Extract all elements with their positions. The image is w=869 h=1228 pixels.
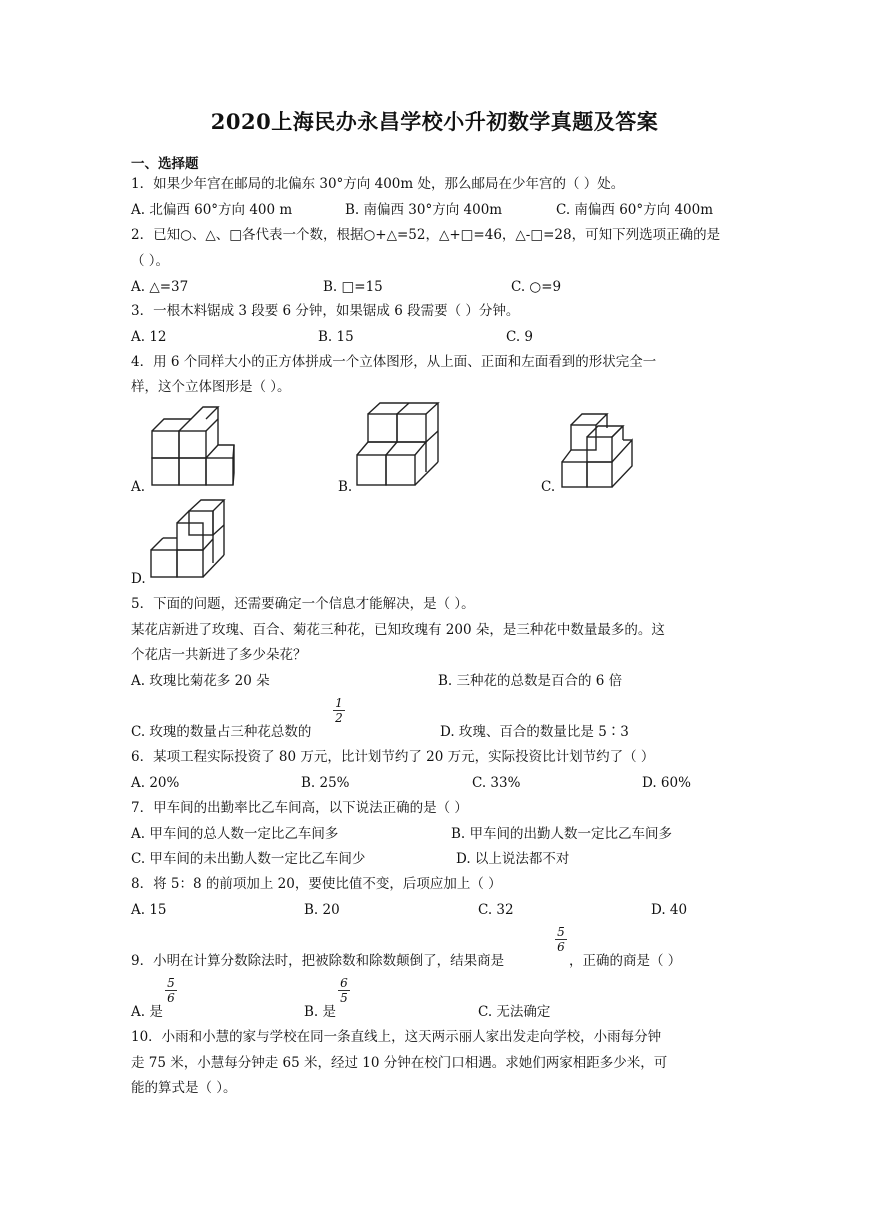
question-2-stem-cont: （ ）。	[131, 253, 170, 269]
question-7-stem: 7．甲车间的出勤率比乙车间高，以下说法正确的是（ ）	[131, 800, 468, 816]
question-2-option-b: B. □=15	[323, 279, 383, 295]
fraction-option-a	[165, 977, 177, 1004]
question-3-stem: 3．一根木料锯成 3 段要 6 分钟，如果锯成 6 段需要（ ）分钟。	[131, 303, 520, 319]
question-1-option-b: B. 南偏西 30°方向 400m	[345, 202, 503, 218]
question-10-stem-cont-2: 能的算式是（ ）。	[131, 1080, 237, 1096]
question-2-stem: 2．已知○、△、□各代表一个数，根据○+△=52，△+□=46，△-□=28，可知下列选项正确的是	[131, 227, 721, 243]
question-5-option-b: B. 三种花的总数是百合的 6 倍	[438, 673, 623, 689]
fraction-denominator: 6	[557, 940, 565, 954]
question-1-option-c: C. 南偏西 60°方向 400m	[556, 202, 714, 218]
question-9-option-b: B. 是	[304, 1004, 337, 1020]
fraction-one-half	[333, 697, 345, 724]
question-5-stem-cont: 某花店新进了玫瑰、百合、菊花三种花，已知玫瑰有 200 朵，是三种花中数量最多的。这	[131, 622, 665, 638]
question-4-option-d: D.	[131, 571, 146, 587]
question-3-option-a: A. 12	[131, 329, 167, 345]
fraction-denominator: 6	[167, 991, 175, 1005]
fraction-numerator: 5	[557, 925, 565, 939]
page-title: 2020上海民办永昌学校小升初数学真题及答案	[210, 109, 659, 134]
fraction-denominator: 2	[335, 711, 343, 725]
question-5-stem-cont-2: 个花店一共新进了多少朵花？	[131, 647, 307, 663]
fraction-numerator: 6	[340, 976, 348, 990]
question-6-stem: 6．某项工程实际投资了 80 万元，比计划节约了 20 万元，实际投资比计划节约了（ ）	[131, 749, 655, 765]
cube-figure-d	[148, 497, 230, 582]
question-10-stem-cont: 走 75 米，小慧每分钟走 65 米，经过 10 分钟在校门口相遇。求她们两家相距多少米，可	[131, 1055, 668, 1071]
question-1-option-a: A. 北偏西 60°方向 400 m	[131, 202, 293, 218]
question-2-option-a: A. △=37	[131, 279, 189, 295]
question-1-stem: 1．如果少年宫在邮局的北偏东 30°方向 400m 处，那么邮局在少年宫的（ ）处。	[131, 176, 625, 192]
cube-figure-c	[558, 410, 636, 490]
question-4-option-a: A.	[131, 479, 146, 495]
question-8-option-b: B. 20	[304, 902, 340, 918]
question-4-stem: 4．用 6 个同样大小的正方体拼成一个立体图形，从上面、正面和左面看到的形状完全一	[131, 354, 657, 370]
question-7-option-a: A. 甲车间的总人数一定比乙车间多	[131, 826, 339, 842]
fraction-numerator: 1	[335, 696, 343, 710]
cube-figure-a	[148, 405, 238, 490]
question-4-option-b: B.	[338, 479, 353, 495]
question-3-option-c: C. 9	[506, 329, 534, 345]
question-6-option-d: D. 60%	[642, 775, 691, 791]
fraction-numerator: 5	[167, 976, 175, 990]
question-5-option-d: D. 玫瑰、百合的数量比是 5∶3	[440, 724, 629, 740]
fraction-denominator: 5	[340, 991, 348, 1005]
question-9-option-a: A. 是	[131, 1004, 163, 1020]
question-6-option-a: A. 20%	[131, 775, 180, 791]
question-4-option-c: C.	[541, 479, 556, 495]
question-3-option-b: B. 15	[318, 329, 354, 345]
question-6-option-c: C. 33%	[472, 775, 521, 791]
question-7-option-d: D. 以上说法都不对	[456, 851, 570, 867]
question-9-option-c: C. 无法确定	[478, 1004, 551, 1020]
question-5-option-a: A. 玫瑰比菊花多 20 朵	[131, 673, 270, 689]
question-7-option-c: C. 甲车间的未出勤人数一定比乙车间少	[131, 851, 366, 867]
question-8-option-d: D. 40	[651, 902, 688, 918]
fraction-five-sixths	[555, 926, 567, 953]
fraction-option-b	[338, 977, 350, 1004]
question-9-stem-tail: ，正确的商是（ ）	[569, 953, 682, 969]
cube-figure-b	[354, 400, 444, 490]
question-6-option-b: B. 25%	[301, 775, 350, 791]
question-8-stem: 8．将 5：8 的前项加上 20，要使比值不变，后项应加上（ ）	[131, 876, 502, 892]
question-5-stem: 5．下面的问题，还需要确定一个信息才能解决，是（ ）。	[131, 596, 475, 612]
question-8-option-c: C. 32	[478, 902, 514, 918]
question-7-option-b: B. 甲车间的出勤人数一定比乙车间多	[451, 826, 673, 842]
question-8-option-a: A. 15	[131, 902, 167, 918]
section-heading: 一、选择题	[131, 156, 199, 172]
question-4-stem-cont: 样，这个立体图形是（ ）。	[131, 379, 291, 395]
question-10-stem: 10．小雨和小慧的家与学校在同一条直线上，这天两示丽人家出发走向学校，小雨每分钟	[131, 1029, 662, 1045]
question-5-option-c: C. 玫瑰的数量占三种花总数的	[131, 724, 312, 740]
question-9-stem: 9．小明在计算分数除法时，把被除数和除数颠倒了，结果商是	[131, 953, 505, 969]
question-2-option-c: C. ○=9	[511, 279, 562, 295]
